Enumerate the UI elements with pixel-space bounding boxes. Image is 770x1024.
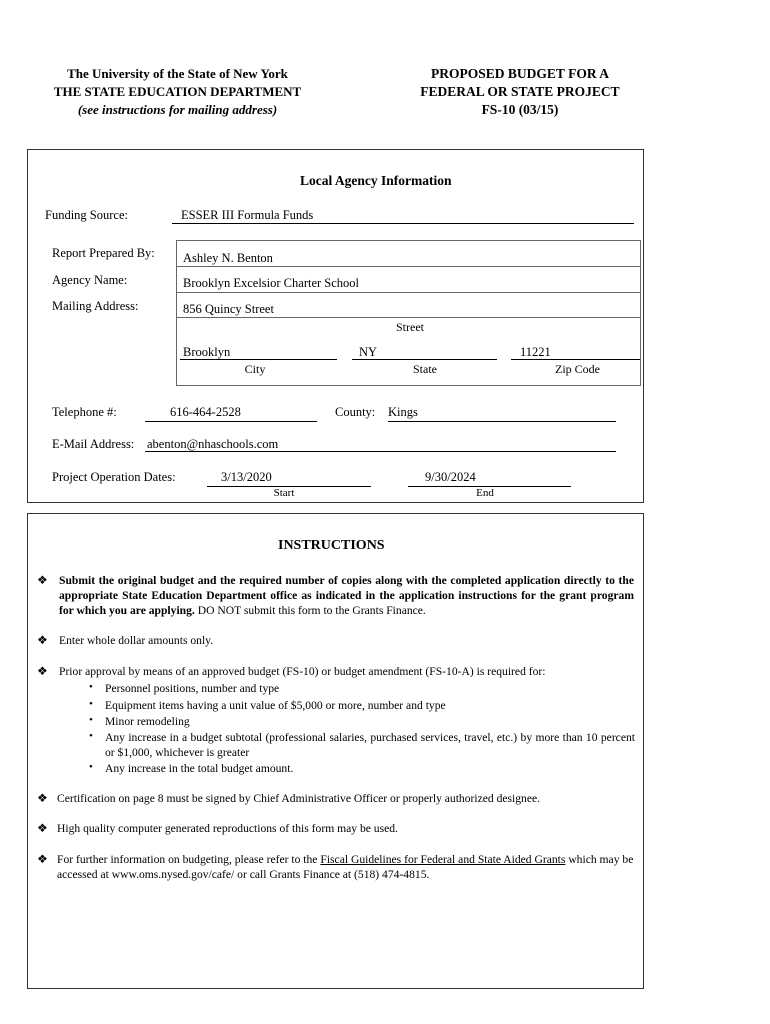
email-field[interactable]: abenton@nhaschools.com	[147, 437, 279, 451]
sub-item-personnel: Personnel positions, number and type	[105, 682, 280, 695]
header-left	[30, 65, 325, 119]
address-table-top-border	[176, 240, 640, 241]
further-info-intro: For further information on budgeting, please refer to the	[57, 853, 318, 866]
zip-caption: Zip Code	[555, 362, 600, 376]
instruction-prior-approval: Prior approval by means of an approved budget (FS-10) or budget amendment (FS-10-A) is required for:	[59, 665, 546, 678]
instruction-reproductions: High quality computer generated reproductions of this form may be used.	[57, 822, 398, 835]
telephone-underline	[145, 421, 317, 422]
sub-bullet-icon: •	[89, 730, 93, 742]
address-table-bottom-border	[176, 385, 640, 386]
instruction-whole-dollars: Enter whole dollar amounts only.	[59, 634, 214, 647]
end-date-field[interactable]: 9/30/2024	[425, 470, 476, 484]
start-caption: Start	[273, 487, 295, 499]
funding-source-underline	[172, 223, 634, 224]
diamond-bullet-icon: ❖	[37, 573, 48, 587]
address-table-row-divider-1	[176, 266, 640, 267]
agency-name-label: Agency Name:	[52, 273, 128, 287]
mailing-address-label: Mailing Address:	[52, 299, 139, 313]
header-mailing-note: (see instructions for mailing address)	[77, 102, 278, 117]
prepared-by-label: Report Prepared By:	[52, 246, 155, 260]
sub-item-equipment: Equipment items having a unit value of $5,000 or more, number and type	[105, 699, 446, 712]
header-department: THE STATE EDUCATION DEPARTMENT	[53, 84, 302, 99]
prepared-by-field[interactable]: Ashley N. Benton	[183, 251, 273, 265]
header-university: The University of the State of New York	[67, 66, 288, 81]
agency-name-field[interactable]: Brooklyn Excelsior Charter School	[183, 276, 360, 290]
diamond-bullet-icon: ❖	[37, 633, 48, 647]
end-caption: End	[476, 487, 494, 499]
email-underline	[145, 451, 616, 452]
address-table-right-border	[640, 240, 641, 386]
address-table-row-divider-2	[176, 292, 640, 293]
instructions-title: INSTRUCTIONS	[278, 538, 385, 553]
telephone-field[interactable]: 616-464-2528	[170, 405, 241, 419]
county-field[interactable]: Kings	[388, 405, 418, 419]
instruction-certification: Certification on page 8 must be signed by Chief Administrative Officer or properly authorized designee.	[57, 792, 541, 805]
form-title-line1: PROPOSED BUDGET FOR A	[431, 66, 609, 81]
header-right	[380, 65, 660, 119]
diamond-bullet-icon: ❖	[37, 852, 48, 866]
instruction-submit-budget-note: DO NOT submit this form to the Grants Finance.	[197, 604, 426, 617]
city-underline	[180, 359, 337, 360]
city-caption: City	[244, 362, 266, 376]
instruction-submit-budget	[59, 573, 634, 618]
funding-source-field[interactable]: ESSER III Formula Funds	[181, 208, 314, 222]
diamond-bullet-icon: ❖	[37, 664, 48, 678]
start-date-field[interactable]: 3/13/2020	[221, 470, 272, 484]
agency-section-title: Local Agency Information	[300, 173, 452, 188]
funding-source-label: Funding Source:	[45, 208, 128, 222]
state-caption: State	[413, 362, 437, 376]
state-underline	[352, 359, 497, 360]
instruction-further-info	[57, 852, 634, 882]
address-table-row-divider-3	[176, 317, 640, 318]
zip-field[interactable]: 11221	[520, 345, 551, 359]
sub-bullet-icon: •	[89, 714, 93, 726]
form-title-line2: FEDERAL OR STATE PROJECT	[420, 84, 620, 99]
state-field[interactable]: NY	[359, 345, 378, 359]
sub-item-subtotal-increase: Any increase in a budget subtotal (professional salaries, purchased services, travel, etc.) by more than 10 percent or $1,000, whichever is greater	[105, 731, 635, 759]
project-dates-label: Project Operation Dates:	[52, 470, 176, 484]
sub-item-remodeling: Minor remodeling	[105, 715, 190, 728]
further-info-contact: which may be accessed at www.oms.nysed.gov/cafe/ or call Grants Finance at (518) 474-4815.	[57, 853, 634, 881]
sub-bullet-icon: •	[89, 681, 93, 693]
diamond-bullet-icon: ❖	[37, 791, 48, 805]
zip-underline	[511, 359, 640, 360]
sub-bullet-icon: •	[89, 761, 93, 773]
county-underline	[388, 421, 616, 422]
email-label: E-Mail Address:	[52, 437, 135, 451]
sub-item-total-increase: Any increase in the total budget amount.	[105, 762, 294, 775]
street-caption: Street	[396, 320, 424, 334]
county-label: County:	[335, 405, 376, 419]
fiscal-guidelines-link[interactable]: Fiscal Guidelines for Federal and State Aided Grants	[320, 853, 566, 866]
form-number: FS-10 (03/15)	[481, 102, 559, 117]
instruction-submit-budget-bold: Submit the original budget and the required number of copies along with the completed application directly to the appropriate State Education Department office as indicated in the application instructions for the grant program for which you are applying.	[59, 574, 634, 617]
address-table-left-border	[176, 240, 177, 386]
telephone-label: Telephone #:	[52, 405, 117, 419]
city-field[interactable]: Brooklyn	[183, 345, 231, 359]
sub-bullet-icon: •	[89, 698, 93, 710]
diamond-bullet-icon: ❖	[37, 821, 48, 835]
street-field[interactable]: 856 Quincy Street	[183, 302, 274, 316]
